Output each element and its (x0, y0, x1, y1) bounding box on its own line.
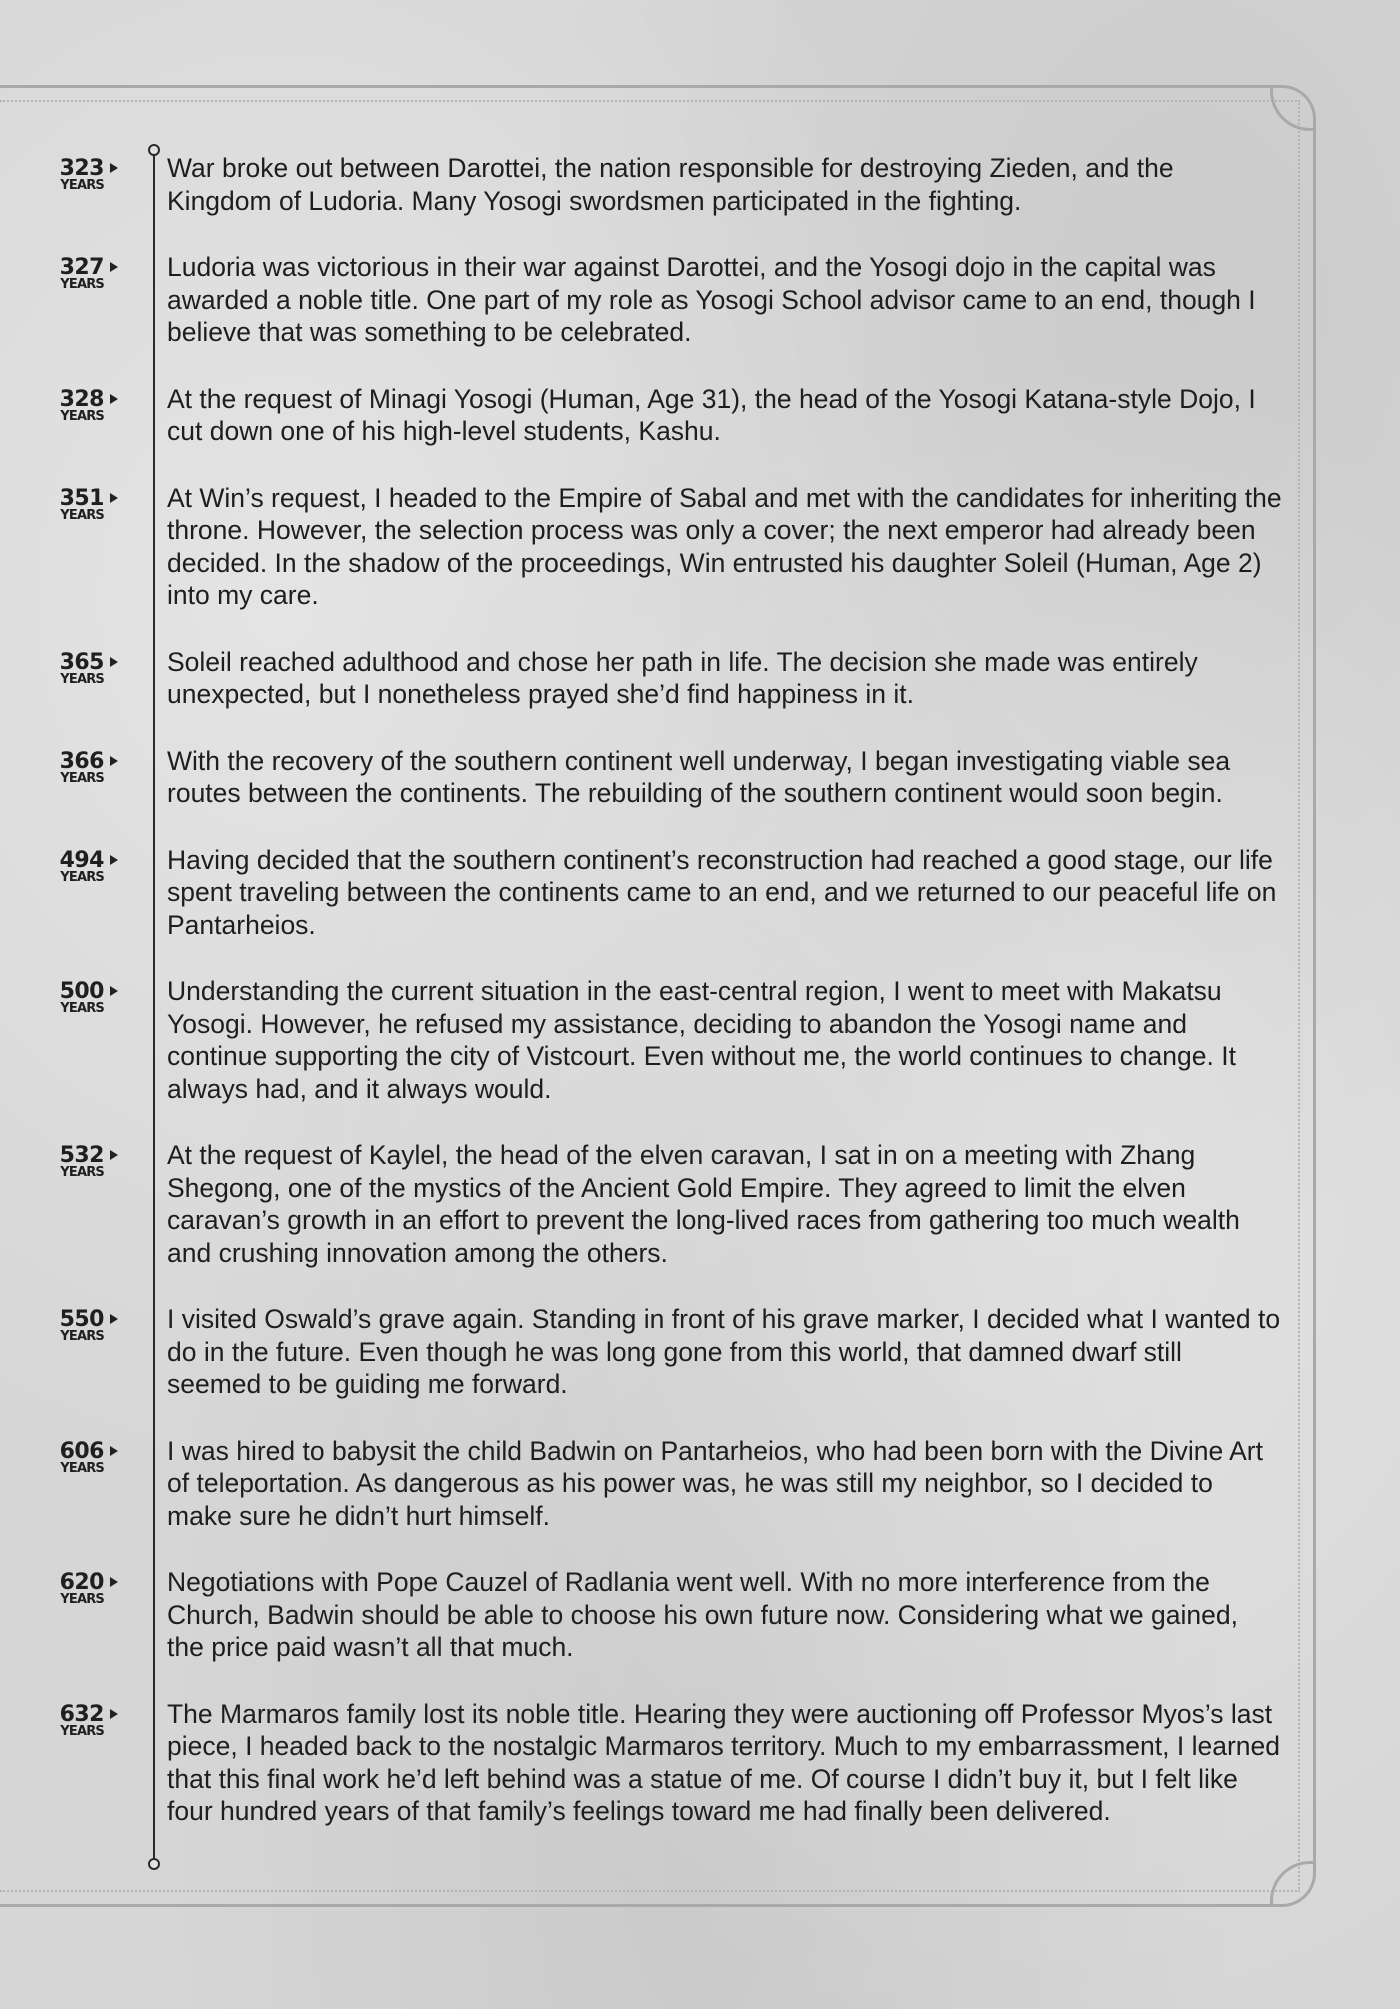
triangle-arrow-icon (110, 262, 118, 272)
triangle-arrow-icon (110, 657, 118, 667)
year-marker (0, 844, 120, 884)
year-number: 550 (59, 1307, 104, 1332)
timeline-entry (0, 1303, 1400, 1401)
year-number: 366 (59, 748, 104, 774)
year-marker (0, 745, 120, 785)
triangle-arrow-icon (110, 855, 118, 865)
entry-text: I was hired to babysit the child Badwin on Pantarheios, who had been born with the Divine Art of teleportation. As dangerous as his power was, he was still my neighbor, so I decided to make sure he didn’t hurt himself. (167, 1435, 1263, 1531)
year-unit-label: YEARS (60, 277, 104, 292)
year-unit-label: YEARS (60, 1001, 104, 1016)
year-number: 327 (59, 255, 104, 280)
year-number: 632 (59, 1701, 104, 1727)
year-marker (0, 646, 120, 686)
entry-text: The Marmaros family lost its noble title. Hearing they were auctioning off Professor Myos’s last piece, I headed back to the nostalgic Marmaros territory. Much to my embarrassment, I learned that this final work he’d left behind was a statue of me. Of course I didn’t buy it, but I felt like four hundred years of that family’s feelings toward me had finally been delivered. (167, 1698, 1280, 1826)
triangle-arrow-icon (110, 1446, 118, 1456)
timeline-entry (0, 844, 1400, 942)
year-unit-label: YEARS (60, 507, 104, 523)
timeline-entry (0, 1139, 1400, 1269)
triangle-arrow-icon (110, 986, 118, 996)
year-unit-label: YEARS (60, 178, 104, 193)
year-unit-label: YEARS (60, 1460, 104, 1476)
timeline-entry (0, 482, 1400, 612)
year-unit-label: YEARS (60, 770, 104, 786)
entry-text: Soleil reached adulthood and chose her path in life. The decision she made was entirely unexpected, but I nonetheless prayed she’d find happiness in it. (167, 646, 1198, 709)
triangle-arrow-icon (110, 1709, 118, 1719)
entry-text: Negotiations with Pope Cauzel of Radlania went well. With no more interference from the Church, Badwin should be able to choose his own future now. Considering what we gained, the price paid wasn’t all that much. (167, 1567, 1238, 1662)
triangle-arrow-icon (110, 1314, 118, 1324)
timeline-entry (0, 1698, 1400, 1828)
year-number: 351 (59, 485, 104, 511)
year-number: 365 (59, 649, 104, 675)
timeline (0, 152, 1400, 1862)
year-marker (0, 1698, 120, 1738)
year-number: 494 (59, 847, 104, 873)
year-marker (0, 1139, 120, 1179)
timeline-entry (0, 383, 1400, 448)
year-marker (0, 1566, 120, 1606)
triangle-arrow-icon (110, 394, 118, 404)
timeline-entry (0, 646, 1400, 711)
year-marker (0, 1303, 120, 1343)
entry-text: With the recovery of the southern continent well underway, I began investigating viable sea routes between the continents. The rebuilding of the southern continent would soon begin. (167, 745, 1231, 808)
timeline-entry (0, 1435, 1400, 1533)
year-number: 606 (59, 1438, 104, 1464)
year-marker (0, 152, 120, 192)
year-unit-label: YEARS (60, 408, 104, 424)
year-marker (0, 383, 120, 423)
timeline-entry (0, 251, 1400, 349)
timeline-entry (0, 745, 1400, 810)
year-unit-label: YEARS (60, 1592, 104, 1607)
year-marker (0, 251, 120, 291)
entry-text: Ludoria was victorious in their war against Darottei, and the Yosogi dojo in the capital was awarded a noble title. One part of my role as Yosogi School advisor came to an end, though I believe that was something to be celebrated. (167, 252, 1256, 347)
entry-text: At the request of Minagi Yosogi (Human, Age 31), the head of the Yosogi Katana-style Dojo, I cut down one of his high-level students, Kashu. (167, 383, 1256, 446)
year-marker (0, 1435, 120, 1475)
timeline-entry (0, 1566, 1400, 1664)
entry-text: Having decided that the southern continent’s reconstruction had reached a good stage, our life spent traveling between the continents came to an end, and we returned to our peaceful life on Pantarheios. (167, 844, 1277, 940)
year-unit-label: YEARS (60, 1329, 104, 1344)
year-unit-label: YEARS (60, 1165, 104, 1180)
triangle-arrow-icon (110, 1150, 118, 1160)
year-unit-label: YEARS (60, 671, 104, 687)
year-unit-label: YEARS (60, 1723, 104, 1739)
year-number: 328 (59, 386, 104, 412)
year-unit-label: YEARS (60, 869, 104, 885)
year-marker (0, 975, 120, 1015)
entry-text: At Win’s request, I headed to the Empire of Sabal and met with the candidates for inheriting the throne. However, the selection process was only a cover; the next emperor had already been decided. In the shadow of the proceedings, Win entrusted his daughter Soleil (Human, Age 2) into my care. (167, 482, 1282, 610)
triangle-arrow-icon (110, 1577, 118, 1587)
timeline-entry (0, 975, 1400, 1105)
year-marker (0, 482, 120, 522)
year-number: 500 (59, 979, 104, 1004)
year-number: 323 (59, 156, 104, 181)
year-number: 620 (59, 1570, 104, 1595)
entry-text: I visited Oswald’s grave again. Standing in front of his grave marker, I decided what I wanted to do in the future. Even though he was long gone from this world, that damned dwarf still seemed to be guiding me forward. (167, 1304, 1281, 1399)
year-number: 532 (59, 1143, 104, 1168)
entry-text: War broke out between Darottei, the nation responsible for destroying Zieden, and the Kingdom of Ludoria. Many Yosogi swordsmen participated in the fighting. (167, 153, 1174, 216)
triangle-arrow-icon (110, 493, 118, 503)
triangle-arrow-icon (110, 163, 118, 173)
triangle-arrow-icon (110, 756, 118, 766)
entry-text: Understanding the current situation in the east-central region, I went to meet with Makatsu Yosogi. However, he refused my assistance, deciding to abandon the Yosogi name and continue supporting the city of Vistcourt. Even without me, the world continues to change. It always had, and it always would. (167, 976, 1236, 1104)
entry-text: At the request of Kaylel, the head of the elven caravan, I sat in on a meeting with Zhang Shegong, one of the mystics of the Ancient Gold Empire. They agreed to limit the elven caravan’s growth in an effort to prevent the long-lived races from gathering too much wealth and crushing innovation among the others. (167, 1140, 1240, 1268)
timeline-entry (0, 152, 1400, 217)
